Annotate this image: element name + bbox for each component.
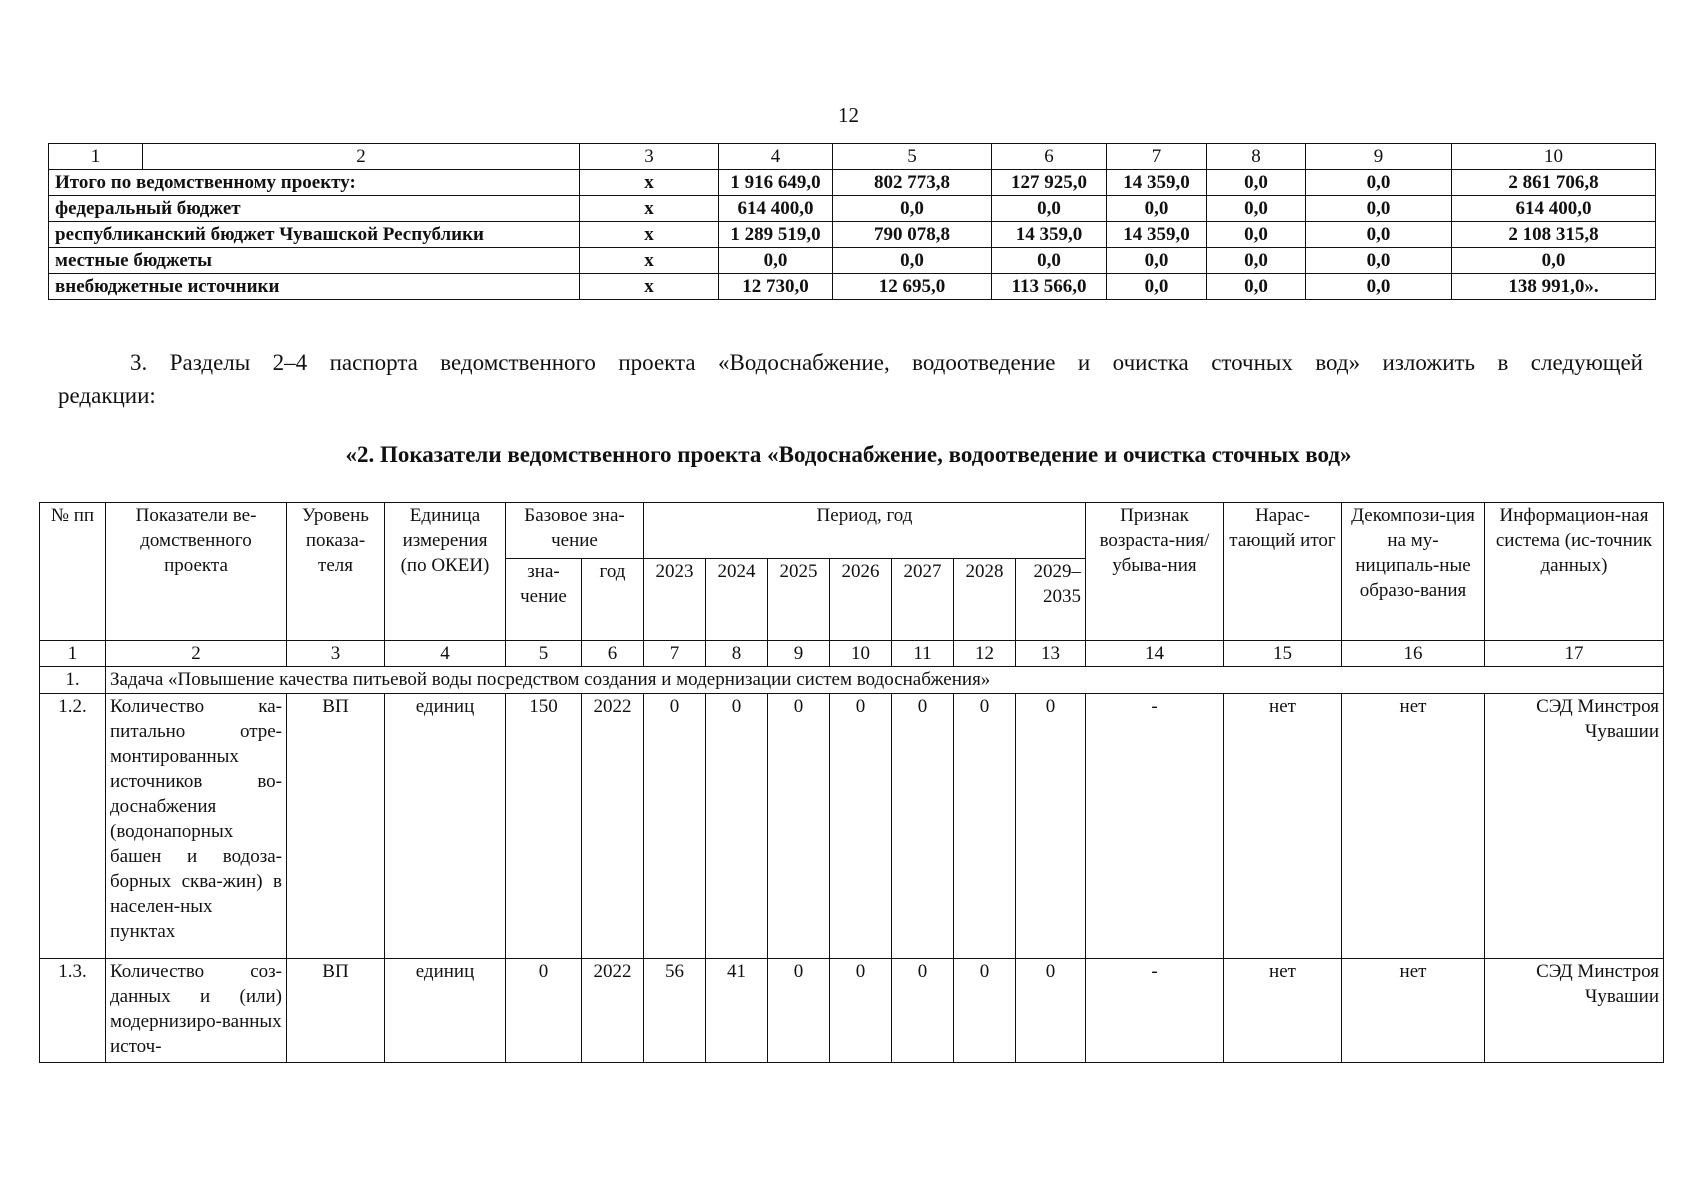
indicators-header-row-1: [40, 503, 1664, 559]
column-number: 3: [287, 641, 385, 667]
header-base-year: год: [582, 559, 644, 641]
indicator-info-system: СЭД Минстроя Чувашии: [1485, 959, 1664, 1063]
finance-cell: 614 400,0: [1452, 196, 1656, 222]
finance-cell: 12 695,0: [833, 274, 992, 300]
finance-cell: 12 730,0: [719, 274, 833, 300]
finance-cell: 0,0: [1306, 248, 1452, 274]
header-decomposition: Декомпози-ция на му-ниципаль-ные образо-вания: [1342, 503, 1485, 641]
finance-cell: 14 359,0: [992, 222, 1107, 248]
indicator-info-system: СЭД Минстроя Чувашии: [1485, 694, 1664, 959]
header-base-value: зна-чение: [506, 559, 582, 641]
header-year: 2025: [768, 559, 830, 641]
finance-table: [48, 143, 1656, 300]
finance-cell: 790 078,8: [833, 222, 992, 248]
column-number: 17: [1485, 641, 1664, 667]
indicator-row: [40, 959, 1664, 1063]
finance-col-number: 7: [1107, 144, 1207, 170]
task-text: Задача «Повышение качества питьевой воды посредством создания и модернизации систем водоснабжения»: [106, 667, 1664, 694]
header-unit: Единица измерения (по ОКЕИ): [385, 503, 506, 641]
indicator-year-value: 0: [892, 694, 954, 959]
indicator-year-value: 0: [768, 959, 830, 1063]
column-number: 10: [830, 641, 892, 667]
header-year: 2026: [830, 559, 892, 641]
indicator-year-value: 0: [830, 694, 892, 959]
finance-cell: 0,0: [1107, 274, 1207, 300]
finance-row-label: местные бюджеты: [49, 248, 580, 274]
indicator-decomposition: нет: [1342, 694, 1485, 959]
finance-cell: 0,0: [833, 248, 992, 274]
header-sign: Признак возраста-ния/убыва-ния: [1086, 503, 1224, 641]
finance-col-number: 5: [833, 144, 992, 170]
header-year: 2028: [954, 559, 1016, 641]
column-number: 13: [1016, 641, 1086, 667]
finance-cell: 0,0: [833, 196, 992, 222]
finance-row-republic: [49, 222, 1656, 248]
finance-cell: 0,0: [1306, 170, 1452, 196]
indicator-number: 1.2.: [40, 694, 106, 959]
header-period: Период, год: [644, 503, 1086, 559]
finance-cell: 0,0: [1207, 170, 1306, 196]
column-number: 16: [1342, 641, 1485, 667]
finance-col-number: 9: [1306, 144, 1452, 170]
finance-row-local: [49, 248, 1656, 274]
indicator-year-value: 0: [706, 694, 768, 959]
finance-col-number: 1: [49, 144, 143, 170]
finance-cell: 0,0: [992, 248, 1107, 274]
task-number: 1.: [40, 667, 106, 694]
indicator-year-value: 41: [706, 959, 768, 1063]
finance-cell: х: [580, 222, 719, 248]
indicator-unit: единиц: [385, 959, 506, 1063]
header-year: 2023: [644, 559, 706, 641]
finance-cell: 0,0: [1207, 274, 1306, 300]
indicator-unit: единиц: [385, 694, 506, 959]
finance-cell: 1 916 649,0: [719, 170, 833, 196]
finance-cell: 614 400,0: [719, 196, 833, 222]
finance-col-number: 2: [143, 144, 580, 170]
indicator-year-value: 0: [954, 959, 1016, 1063]
finance-cell: 1 289 519,0: [719, 222, 833, 248]
indicator-year-value: 0: [892, 959, 954, 1063]
column-number-row: [40, 641, 1664, 667]
indicator-level: ВП: [287, 694, 385, 959]
paragraph-line-2: редакции:: [58, 383, 156, 408]
section-heading: «2. Показатели ведомственного проекта «Водоснабжение, водоотведение и очистка сточных вод»: [345, 442, 1352, 467]
finance-cell: 138 991,0».: [1452, 274, 1656, 300]
finance-header-row: [49, 144, 1656, 170]
finance-cell: х: [580, 248, 719, 274]
finance-cell: 113 566,0: [992, 274, 1107, 300]
indicator-name: Количество соз-данных и (или) модернизиро-ванных источ-: [106, 959, 287, 1063]
finance-cell: 0,0: [992, 196, 1107, 222]
finance-row-federal: [49, 196, 1656, 222]
finance-cell: 14 359,0: [1107, 170, 1207, 196]
task-row: [40, 667, 1664, 694]
page-number: 12: [838, 103, 859, 127]
finance-cell: 0,0: [1452, 248, 1656, 274]
header-npp: № пп: [40, 503, 106, 641]
finance-cell: 14 359,0: [1107, 222, 1207, 248]
finance-row-total: [49, 170, 1656, 196]
column-number: 12: [954, 641, 1016, 667]
finance-row-label: внебюджетные источники: [49, 274, 580, 300]
indicator-level: ВП: [287, 959, 385, 1063]
column-number: 2: [106, 641, 287, 667]
indicator-sign: -: [1086, 694, 1224, 959]
finance-cell: 127 925,0: [992, 170, 1107, 196]
finance-cell: 0,0: [719, 248, 833, 274]
header-year: 2029–2035: [1016, 559, 1086, 641]
finance-cell: х: [580, 274, 719, 300]
column-number: 4: [385, 641, 506, 667]
header-base: Базовое зна-чение: [506, 503, 644, 559]
finance-cell: 802 773,8: [833, 170, 992, 196]
indicator-number: 1.3.: [40, 959, 106, 1063]
finance-cell: 0,0: [1207, 248, 1306, 274]
indicator-year-value: 0: [1016, 959, 1086, 1063]
finance-row-label: республиканский бюджет Чувашской Республики: [49, 222, 580, 248]
header-year: 2027: [892, 559, 954, 641]
finance-cell: х: [580, 196, 719, 222]
finance-cell: 2 861 706,8: [1452, 170, 1656, 196]
header-level: Уровень показа-теля: [287, 503, 385, 641]
paragraph-line-1: 3. Разделы 2–4 паспорта ведомственного проекта «Водоснабжение, водоотведение и очистка сточных вод» изложить в следующей: [130, 350, 1643, 375]
finance-cell: 0,0: [1107, 196, 1207, 222]
indicator-base-value: 150: [506, 694, 582, 959]
finance-col-number: 4: [719, 144, 833, 170]
finance-cell: 0,0: [1107, 248, 1207, 274]
indicator-year-value: 0: [954, 694, 1016, 959]
header-cumulative: Нарас-тающий итог: [1224, 503, 1342, 641]
indicator-cumulative: нет: [1224, 694, 1342, 959]
indicator-year-value: 0: [768, 694, 830, 959]
indicator-base-year: 2022: [582, 959, 644, 1063]
indicator-base-value: 0: [506, 959, 582, 1063]
column-number: 5: [506, 641, 582, 667]
finance-cell: х: [580, 170, 719, 196]
indicator-sign: -: [1086, 959, 1224, 1063]
finance-col-number: 3: [580, 144, 719, 170]
column-number: 15: [1224, 641, 1342, 667]
column-number: 7: [644, 641, 706, 667]
finance-cell: 0,0: [1306, 196, 1452, 222]
finance-row-extrabudget: [49, 274, 1656, 300]
finance-col-number: 8: [1207, 144, 1306, 170]
finance-cell: 0,0: [1207, 196, 1306, 222]
column-number: 14: [1086, 641, 1224, 667]
column-number: 9: [768, 641, 830, 667]
column-number: 1: [40, 641, 106, 667]
indicator-decomposition: нет: [1342, 959, 1485, 1063]
body-paragraph: [58, 346, 1643, 412]
column-number: 11: [892, 641, 954, 667]
indicator-cumulative: нет: [1224, 959, 1342, 1063]
finance-row-label: федеральный бюджет: [49, 196, 580, 222]
finance-col-number: 6: [992, 144, 1107, 170]
finance-cell: 0,0: [1306, 222, 1452, 248]
indicator-name: Количество ка-питально отре-монтированных источников во-доснабжения (водонапорных башен и водоза-борных сква-жин) в населен-ных пунктах: [106, 694, 287, 959]
finance-cell: 2 108 315,8: [1452, 222, 1656, 248]
indicator-base-year: 2022: [582, 694, 644, 959]
finance-row-label: Итого по ведомственному проекту:: [49, 170, 580, 196]
indicator-row: [40, 694, 1664, 959]
header-year: 2024: [706, 559, 768, 641]
indicator-year-value: 0: [830, 959, 892, 1063]
finance-col-number: 10: [1452, 144, 1656, 170]
header-info-system: Информацион-ная система (ис-точник данных): [1485, 503, 1664, 641]
indicator-year-value: 0: [1016, 694, 1086, 959]
finance-cell: 0,0: [1207, 222, 1306, 248]
header-indicator: Показатели ве-домственного проекта: [106, 503, 287, 641]
indicator-year-value: 0: [644, 694, 706, 959]
column-number: 6: [582, 641, 644, 667]
indicators-table: [39, 502, 1664, 1063]
finance-cell: 0,0: [1306, 274, 1452, 300]
indicator-year-value: 56: [644, 959, 706, 1063]
column-number: 8: [706, 641, 768, 667]
